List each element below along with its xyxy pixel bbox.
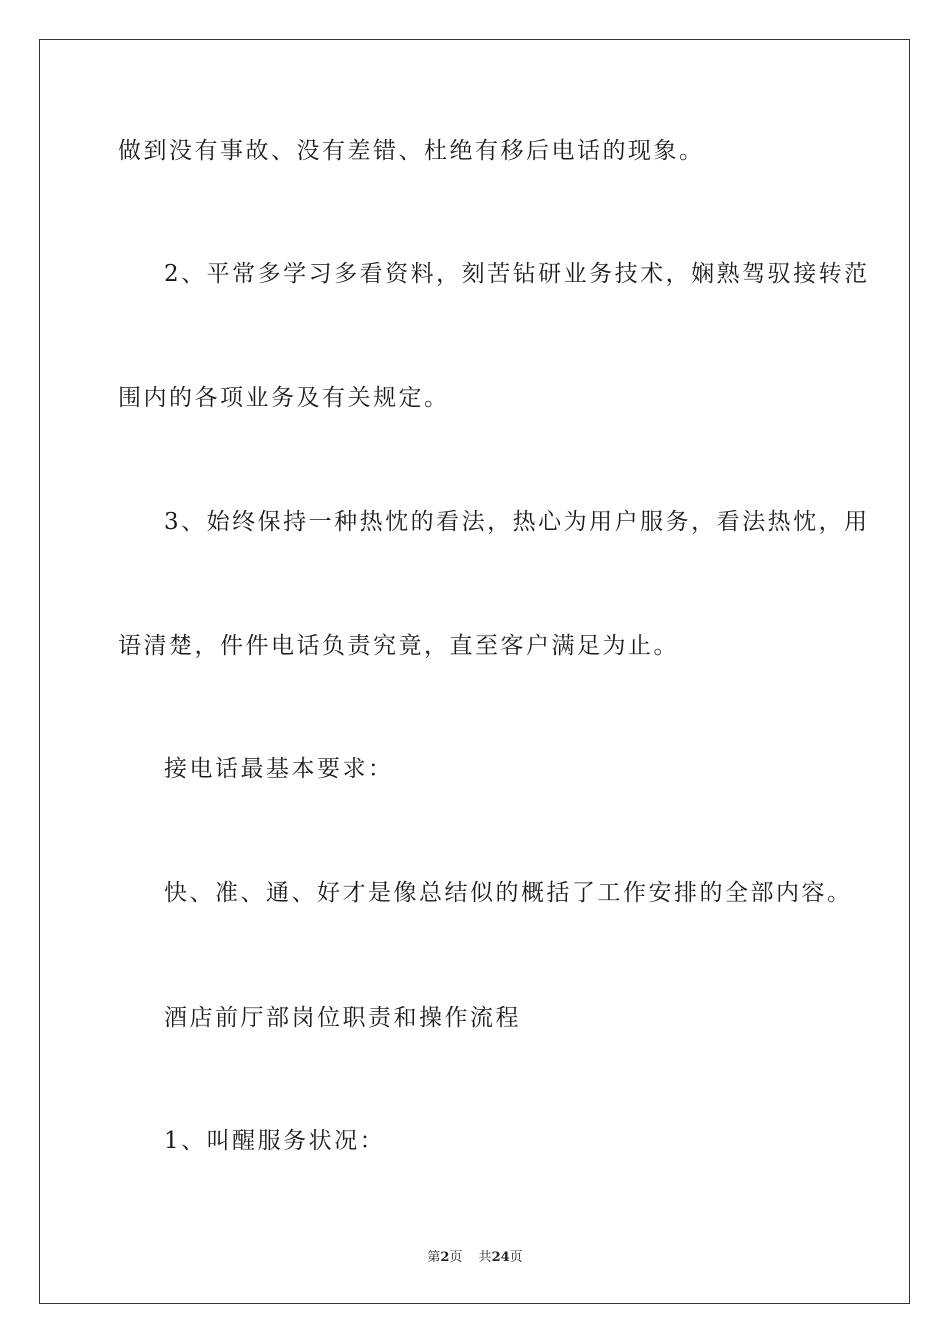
total-pages-indicator: 共24页 xyxy=(478,1250,523,1265)
paragraph-line-1: 做到没有事故、没有差错、杜绝有移后电话的现象。 xyxy=(118,138,705,164)
paragraph-line-3: 围内的各项业务及有关规定。 xyxy=(118,385,450,411)
paragraph-line-2: 2、平常多学习多看资料，刻苦钻研业务技术，娴熟驾驭接转范 xyxy=(164,261,870,287)
paragraph-line-4: 3、始终保持一种热忱的看法，热心为用户服务，看法热忱，用 xyxy=(164,509,870,535)
paragraph-line-6: 接电话最基本要求： xyxy=(164,756,394,782)
page-border xyxy=(39,39,910,1304)
paragraph-line-5: 语清楚，件件电话负责究竟，直至客户满足为止。 xyxy=(118,633,679,659)
page-indicator: 第2页 xyxy=(427,1250,463,1265)
page-footer xyxy=(0,1246,950,1265)
paragraph-line-9: 1、叫醒服务状况： xyxy=(164,1128,386,1154)
paragraph-line-7: 快、准、通、好才是像总结似的概括了工作安排的全部内容。 xyxy=(164,880,853,906)
section-heading: 酒店前厅部岗位职责和操作流程 xyxy=(164,1005,521,1031)
